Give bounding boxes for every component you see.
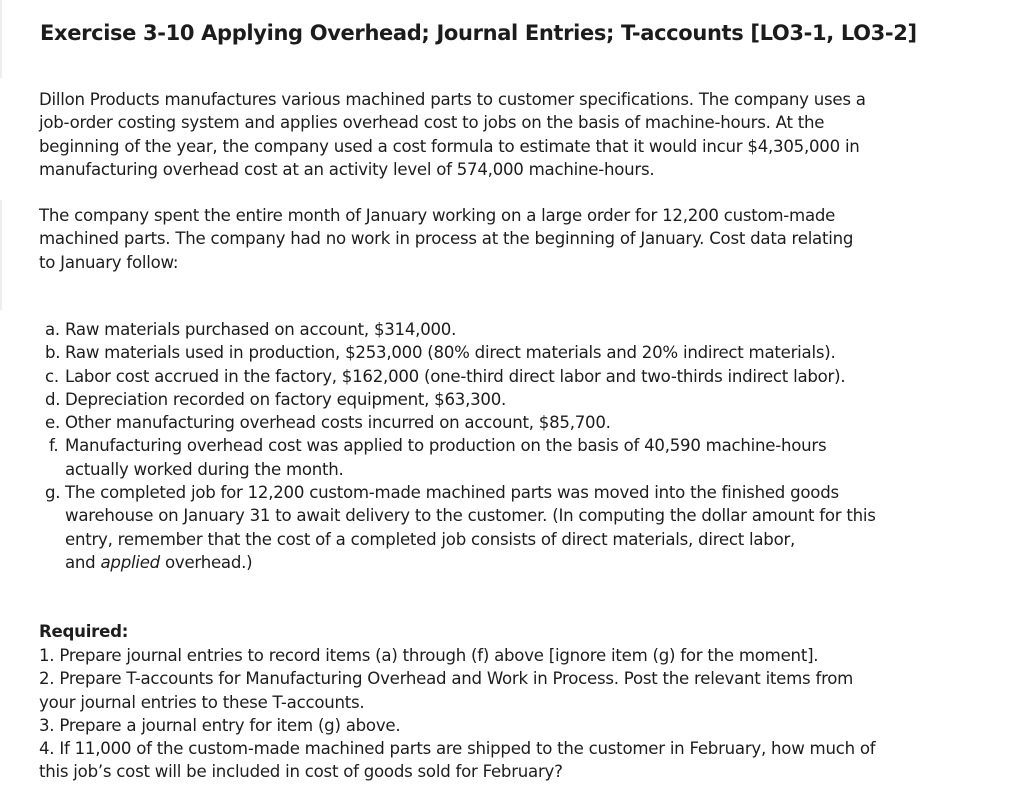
required-text: 3. Prepare a journal entry for item (g) above. (39, 715, 401, 735)
intro-line: Dillon Products manufactures various machined parts to customer specifications. The company uses a (39, 90, 866, 109)
item-text: The completed job for 12,200 custom-made machined parts was moved into the finished goods (65, 483, 839, 503)
january-line: The company spent the entire month of January working on a large order for 12,200 custom-made (39, 206, 836, 225)
item-letter: f. (49, 436, 59, 456)
item-letter: a. (45, 320, 60, 339)
required-text: this job’s cost will be included in cost of goods sold for February? (39, 762, 563, 782)
required-item-3 (39, 714, 875, 737)
item-text-segment: overhead.) (159, 552, 253, 572)
cost-item-g (45, 481, 876, 574)
item-text: actually worked during the month. (65, 459, 344, 479)
required-item-1 (39, 644, 875, 667)
exercise-title: Exercise 3-10 Applying Overhead; Journal Entries; T-accounts [LO3-1, LO3-2] (40, 21, 917, 45)
item-letter: d. (45, 389, 61, 409)
item-letter: b. (45, 343, 61, 363)
intro-paragraph (39, 88, 866, 181)
item-text-last (65, 551, 876, 574)
cost-item-a (45, 318, 876, 341)
cost-data-list (45, 318, 876, 574)
item-text: Raw materials used in production, $253,000 (80% direct materials and 20% indirect materials). (65, 343, 836, 363)
item-text: Depreciation recorded on factory equipment, $63,300. (65, 389, 507, 409)
required-text: your journal entries to these T-accounts. (39, 692, 365, 712)
item-text: Other manufacturing overhead costs incurred on account, $85,700. (65, 413, 611, 433)
item-text: Raw materials purchased on account, $314,000. (65, 320, 457, 339)
required-text: 1. Prepare journal entries to record items (a) through (f) above [ignore item (g) for the moment]. (39, 646, 819, 665)
cost-item-b (45, 341, 876, 364)
item-letter: e. (45, 413, 60, 433)
intro-line: job-order costing system and applies overhead cost to jobs on the basis of machine-hours. At the (39, 113, 825, 133)
january-paragraph (39, 204, 853, 274)
required-item-2 (39, 667, 875, 714)
january-line: machined parts. The company had no work in process at the beginning of January. Cost data relating (39, 229, 854, 249)
required-heading: Required: (39, 622, 129, 641)
required-text: 4. If 11,000 of the custom-made machined parts are shipped to the customer in February, how much of (39, 739, 876, 759)
required-item-4 (39, 737, 875, 784)
intro-line: manufacturing overhead cost at an activity level of 574,000 machine-hours. (39, 159, 655, 179)
january-line: to January follow: (39, 252, 179, 272)
intro-line: beginning of the year, the company used a cost formula to estimate that it would incur $4,305,000 in (39, 136, 860, 156)
item-letter: g. (45, 483, 61, 503)
item-text: entry, remember that the cost of a completed job consists of direct materials, direct labor, (65, 529, 796, 549)
item-letter: c. (45, 366, 59, 386)
cost-item-d (45, 388, 876, 411)
required-text: 2. Prepare T-accounts for Manufacturing Overhead and Work in Process. Post the relevant items from (39, 669, 854, 689)
left-edge-divider (0, 0, 2, 78)
emphasized-word: applied (100, 552, 160, 572)
item-text: Manufacturing overhead cost was applied to production on the basis of 40,590 machine-hours (65, 436, 827, 456)
cost-item-e (45, 411, 876, 434)
left-edge-divider (0, 200, 2, 310)
cost-item-f (45, 434, 876, 481)
required-list (39, 644, 875, 784)
item-text: warehouse on January 31 to await delivery to the customer. (In computing the dollar amount for this (65, 506, 876, 526)
item-text: Labor cost accrued in the factory, $162,000 (one-third direct labor and two-thirds indirect labor). (65, 366, 846, 386)
cost-item-c (45, 365, 876, 388)
item-text-segment: and (65, 552, 101, 572)
